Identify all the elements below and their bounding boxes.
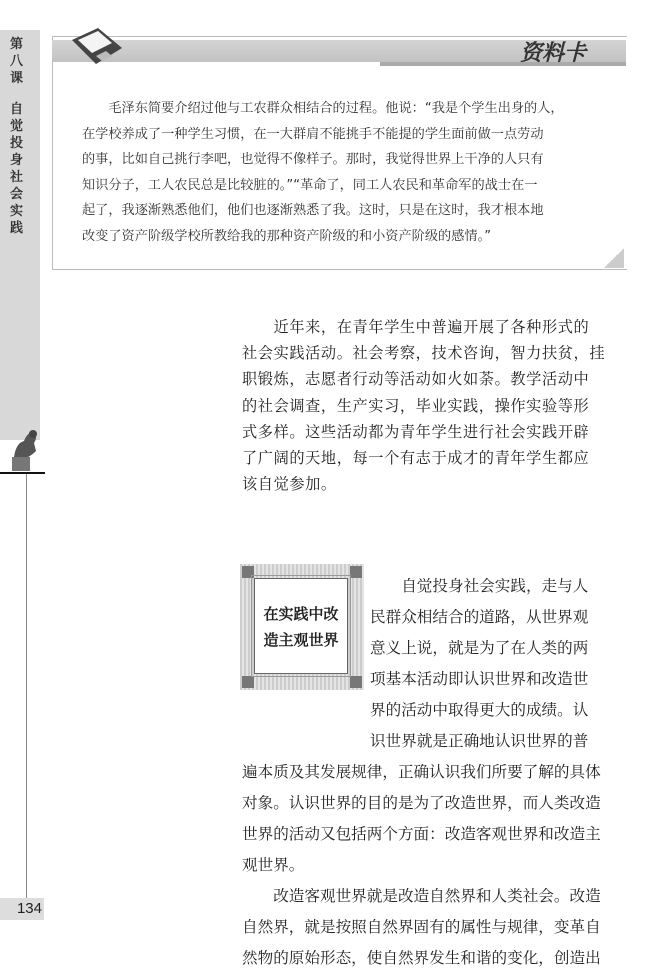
text-line: 然物的原始形态，使自然界发生和谐的变化，创造出 xyxy=(242,949,601,967)
text-line: 毛泽东简要介绍过他与工农群众相结合的过程。他说：“我是个学生出身的人， xyxy=(82,101,564,116)
section-heading-line: 造主观世界 xyxy=(263,631,339,649)
page-number: 134 xyxy=(0,898,44,920)
lesson-title: 自觉投身社会实践 xyxy=(10,102,24,236)
page-fold-corner xyxy=(604,248,624,268)
text-line: 世界的活动又包括两个方面：改造客观世界和改造主 xyxy=(242,825,601,843)
text-line: 社会实践活动。社会考察，技术咨询，智力扶贫，挂 xyxy=(242,344,606,363)
text-line: 意义上说，就是为了在人类的两 xyxy=(370,639,589,657)
thinker-statue-icon xyxy=(6,425,42,471)
text-line: 近年来，在青年学生中普遍开展了各种形式的 xyxy=(242,318,590,336)
text-line: 界的活动中取得更大的成绩。认 xyxy=(370,701,589,719)
floppy-disk-icon xyxy=(68,26,124,66)
lesson-number: 第八课 xyxy=(10,37,24,86)
section-heading-line: 在实践中改 xyxy=(263,605,339,623)
text-line: 职锻炼，志愿者行动等活动如火如荼。教学活动中 xyxy=(242,370,590,389)
banner-stripe xyxy=(380,62,626,66)
text-line: 自然界，就是按照自然界固有的属性与规律，变革自 xyxy=(242,918,601,936)
text-line: 的社会调查，生产实习，毕业实践，操作实验等形 xyxy=(242,396,590,415)
text-line: 在学校养成了一种学生习惯，在一大群肩不能挑手不能提的学生面前做一点劳动 xyxy=(82,126,544,142)
text-line: 改造客观世界就是改造自然界和人类社会。改造 xyxy=(242,887,601,905)
card-quote xyxy=(82,96,622,249)
text-line: 改变了资产阶级学校所教给我的那种资产阶级的和小资产阶级的感情。” xyxy=(82,228,492,244)
text-line: 该自觉参加。 xyxy=(242,475,337,494)
text-line: 民群众相结合的道路，从世界观 xyxy=(370,608,589,626)
chapter-sidebar xyxy=(0,30,40,440)
margin-line xyxy=(26,474,27,899)
paragraph-social-practice xyxy=(242,314,622,497)
text-line: 知识分子，工人农民总是比较脏的。”“革命了，同工人农民和革命军的战士在一 xyxy=(82,177,538,193)
text-line: 观世界。 xyxy=(242,856,305,874)
section-body xyxy=(242,571,622,974)
card-title: 资料卡 xyxy=(520,41,587,66)
text-line: 自觉投身社会实践，走与人 xyxy=(370,577,589,595)
text-line: 式多样。这些活动都为青年学生进行社会实践开辟 xyxy=(242,422,590,441)
text-line: 了广阔的天地，每一个有志于成才的青年学生都应 xyxy=(242,449,590,468)
divider xyxy=(0,472,45,474)
text-line: 项基本活动即认识世界和改造世 xyxy=(370,670,589,688)
text-line: 遍本质及其发展规律，正确认识我们所要了解的具体 xyxy=(242,763,601,781)
text-line: 对象。认识世界的目的是为了改造世界，而人类改造 xyxy=(242,794,601,812)
text-line: 的事，比如自己挑行李吧，也觉得不像样子。那时，我觉得世界上干净的人只有 xyxy=(82,152,544,167)
text-line: 起了，我逐渐熟悉他们，他们也逐渐熟悉了我。这时，只是在这时，我才根本地 xyxy=(82,203,544,218)
text-line: 识世界就是正确地认识世界的普 xyxy=(370,732,589,750)
